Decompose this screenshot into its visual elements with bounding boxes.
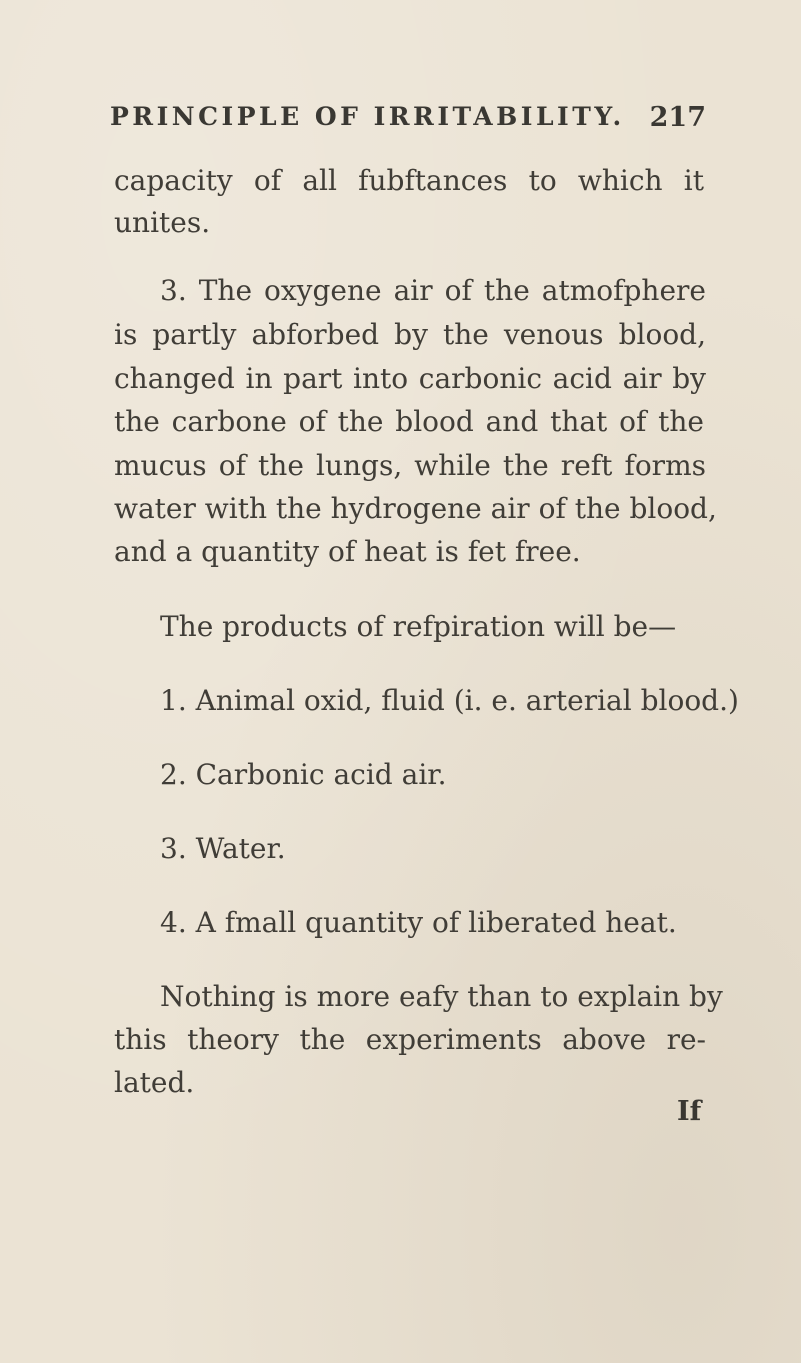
product-item-2: 2. Carbonic acid air.	[160, 758, 447, 791]
para2-line1: 3. The oxygene air of the atmofphere	[160, 274, 706, 307]
para3-line3: lated.	[114, 1066, 195, 1099]
para3-line2: this theory the experiments above re-	[114, 1023, 706, 1056]
product-item-4: 4. A fmall quantity of liberated heat.	[160, 906, 677, 939]
para2-line2: is partly abforbed by the venous blood,	[114, 318, 706, 351]
running-title: PRINCIPLE OF IRRITABILITY.	[110, 102, 625, 131]
para1-line2: unites.	[114, 206, 211, 239]
para2-line4: the carbone of the blood and that of the	[114, 405, 704, 438]
running-head	[110, 102, 706, 142]
product-item-3: 3. Water.	[160, 832, 286, 865]
catchword: If	[677, 1096, 702, 1127]
products-intro: The products of refpiration will be—	[160, 610, 677, 643]
product-item-1: 1. Animal oxid, fluid (i. e. arterial blood.)	[160, 684, 739, 717]
para2-line7: and a quantity of heat is fet free.	[114, 535, 581, 568]
para1-line1: capacity of all fubftances to which it	[114, 164, 704, 197]
para2-line3: changed in part into carbonic acid air by	[114, 362, 706, 395]
para3-line1: Nothing is more eafy than to explain by	[160, 980, 723, 1013]
para2-line6: water with the hydrogene air of the blood,	[114, 492, 717, 525]
para2-line5: mucus of the lungs, while the reft forms	[114, 449, 706, 482]
page-number: 217	[649, 102, 706, 133]
